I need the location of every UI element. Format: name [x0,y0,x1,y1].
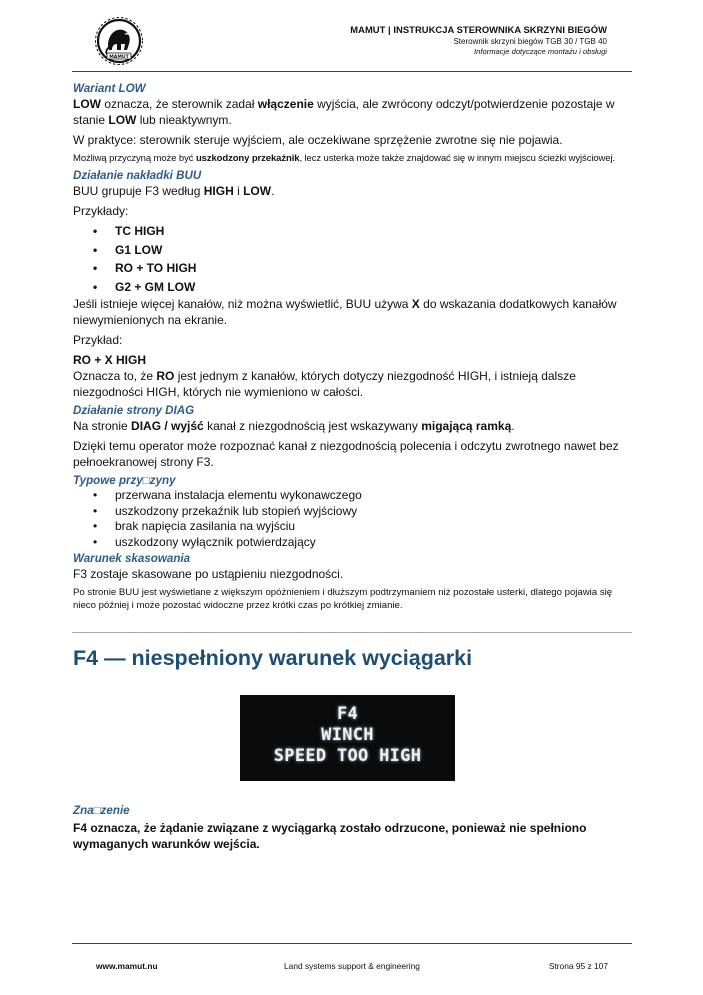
page-content [73,82,633,612]
section-heading-variant-low: Wariant LOW [73,82,146,95]
meaning-paragraph: F4 oznacza, że żądanie związane z wyciągarką zostało odrzucone, ponieważ nie spełniono wymaganych warunków wejścia. [73,821,587,851]
section-heading-reset: Warunek skasowania [73,552,191,565]
note-paragraph: Możliwą przyczyną może być uszkodzony przekaźnik, lecz usterka może także znajdować się w innym miejscu ścieżki wyjściowej. [73,153,616,164]
note-paragraph: Po stronie BUU jest wyświetlane z większym opóźnieniem i dłuższym podtrzymaniem niż pozostałe usterki, dlatego pojawia się nieco później i może pozostać widoczne przez krótki czas po krótkiej zmianie. [73,587,613,611]
document-subtitle-secondary: Informacje dotyczące montażu i obsługi [474,47,607,56]
example-label: Przykład: [73,333,123,347]
paragraph: LOW oznacza, że sterownik zadał włączenie wyjścia, ale zwrócony odczyt/potwierdzenie pozostaje w stanie LOW lub nieaktywnym. [73,97,615,127]
page-header [72,14,632,72]
list-item: • brak napięcia zasilania na wyjściu [91,519,633,535]
svg-text:MAMUT: MAMUT [109,55,129,60]
examples-list [91,222,633,296]
section-heading-buu: Działanie nakładki BUU [73,169,202,182]
section-heading-meaning: Zna□zenie [73,804,130,817]
document-subtitle: Sterownik skrzyni biegów TGB 30 / TGB 40 [453,37,607,46]
list-item: • G1 LOW [91,241,633,260]
footer-tagline: Land systems support & engineering [284,961,420,971]
mamut-logo-icon [94,16,144,66]
list-item: • G2 + GM LOW [91,278,633,297]
causes-list [91,488,633,550]
paragraph: Jeśli istnieje więcej kanałów, niż można wyświetlić, BUU używa X do wskazania dodatkowych kanałów niewymienionych na ekranie. [73,297,617,327]
display-line: WINCH [321,725,374,745]
list-item: • TC HIGH [91,222,633,241]
paragraph: F3 zostaje skasowane po ustąpieniu niezgodności. [73,567,344,581]
footer-website: www.mamut.nu [96,961,158,971]
paragraph: W praktyce: sterownik steruje wyjściem, ale oczekiwane sprzężenie zwrotne się nie pojawia. [73,133,563,147]
paragraph: Dzięki temu operator może rozpoznać kanał z niezgodnością polecenia i odczytu zwrotnego nawet bez pełnoekranowej strony F3. [73,439,619,469]
section-heading-diag: Działanie strony DIAG [73,404,195,417]
paragraph: Oznacza to, że RO jest jednym z kanałów, których dotyczy niezgodność HIGH, i istnieją dalsze niezgodności HIGH, których nie wymieniono w całości. [73,369,576,399]
section-heading-causes: Typowe przy□zyny [73,474,176,487]
list-item: • uszkodzony przekaźnik lub stopień wyjściowy [91,504,633,520]
section-divider [72,632,632,633]
display-line: F4 [336,704,359,724]
paragraph: Na stronie DIAG / wyjść kanał z niezgodnością jest wskazywany migającą ramką. [73,419,515,433]
list-item: • przerwana instalacja elementu wykonawczego [91,488,633,504]
paragraph: BUU grupuje F3 według HIGH i LOW. [73,184,275,198]
footer-page-number: Strona 95 z 107 [548,961,608,971]
section-title-f4: F4 — niespełniony warunek wyciągarki [73,646,473,670]
document-title: MAMUT | INSTRUKCJA STEROWNIKA SKRZYNI BIEGÓW [350,24,607,35]
display-line: SPEED TOO HIGH [273,746,422,766]
examples-label: Przykłady: [73,204,129,218]
example-code: RO + X HIGH [73,353,147,367]
list-item: • uszkodzony wyłącznik potwierdzający [91,535,633,551]
list-item: • RO + TO HIGH [91,259,633,278]
display-screenshot [240,695,455,781]
page-footer [72,943,632,973]
